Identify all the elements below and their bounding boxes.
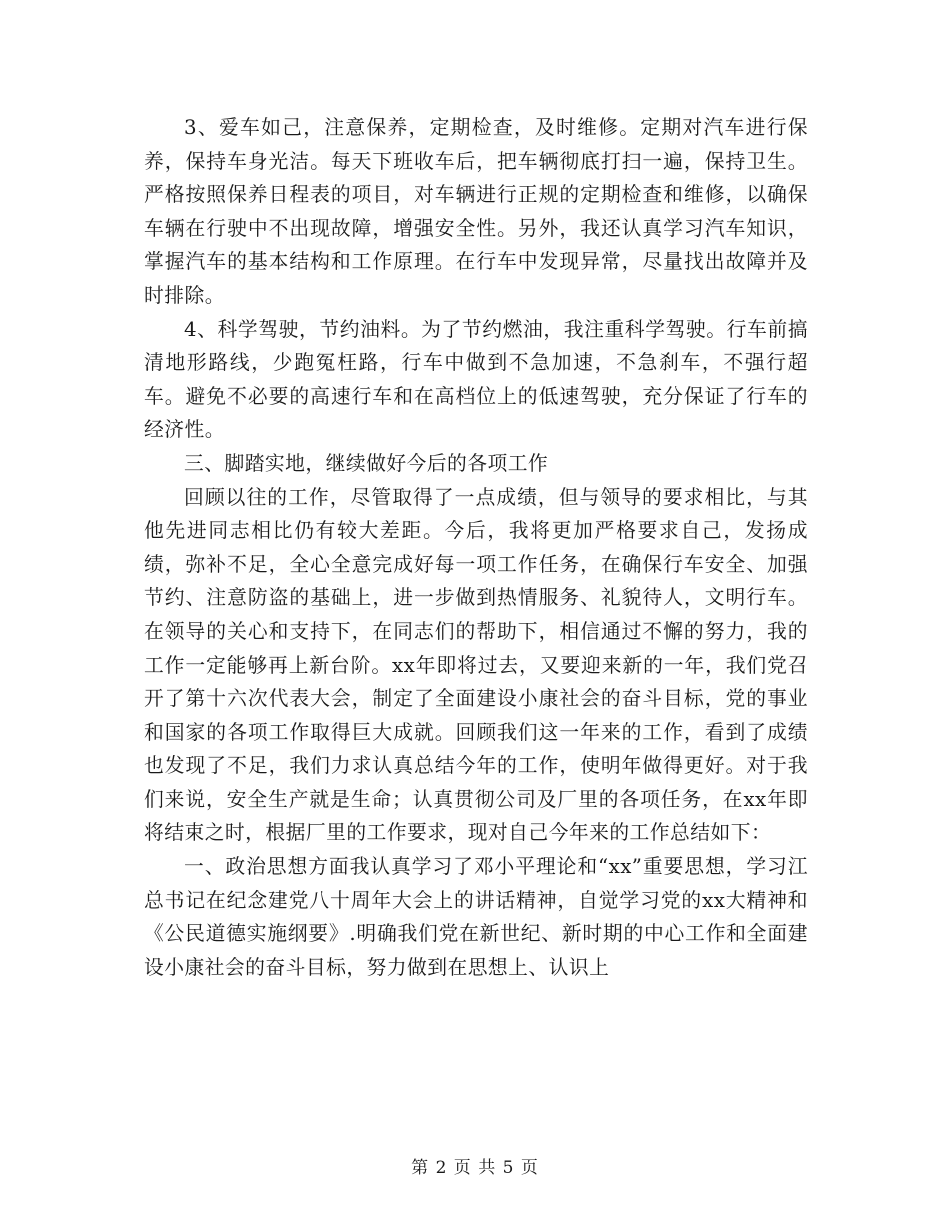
- paragraph-scientific-driving: 4、科学驾驶，节约油料。为了节约燃油，我注重科学驾驶。行车前搞清地形路线，少跑冤枉路，行车中做到不急加速，不急刹车，不强行超车。避免不必要的高速行车和在高档位上的低速驾驶，充分保证了行车的经济性。: [144, 317, 808, 442]
- paragraph-vehicle-maintenance: 3、爱车如己，注意保养，定期检查，及时维修。定期对汽车进行保养，保持车身光洁。每天下班收车后，把车辆彻底打扫一遍，保持卫生。严格按照保养日程表的项目，对车辆进行正规的定期检查和维修，以确保车辆在行驶中不出现故障，增强安全性。另外，我还认真学习汽车知识，掌握汽车的基本结构和工作原理。在行车中发现异常，尽量找出故障并及时排除。: [144, 116, 808, 307]
- section-heading-future-work: 三、脚踏实地，继续做好今后的各项工作: [184, 451, 549, 475]
- document-body: [144, 111, 808, 984]
- page-number-footer: 第 2 页 共 5 页: [411, 1158, 539, 1178]
- paragraph-review: 回顾以往的工作，尽管取得了一点成绩，但与领导的要求相比，与其他先进同志相比仍有较大差距。今后，我将更加严格要求自己，发扬成绩，弥补不足，全心全意完成好每一项工作任务，在确保行车安全、加强节约、注意防盗的基础上，进一步做到热情服务、礼貌待人，文明行车。在领导的关心和支持下，在同志们的帮助下，相信通过不懈的努力，我的工作一定能够再上新台阶。xx年即将过去，又要迎来新的一年，我们党召开了第十六次代表大会，制定了全面建设小康社会的奋斗目标，党的事业和国家的各项工作取得巨大成就。回顾我们这一年来的工作，看到了成绩也发现了不足，我们力求认真总结今年的工作，使明年做得更好。对于我们来说，安全生产就是生命；认真贯彻公司及厂里的各项任务，在xx年即将结束之时，根据厂里的工作要求，现对自己今年来的工作总结如下：: [144, 485, 808, 845]
- paragraph-political-thought: 一、政治思想方面我认真学习了邓小平理论和“xx”重要思想，学习江总书记在纪念建党八十周年大会上的讲话精神，自觉学习党的xx大精神和《公民道德实施纲要》.明确我们党在新世纪、新时期的中心工作和全面建设小康社会的奋斗目标，努力做到在思想上、认识上: [144, 855, 808, 979]
